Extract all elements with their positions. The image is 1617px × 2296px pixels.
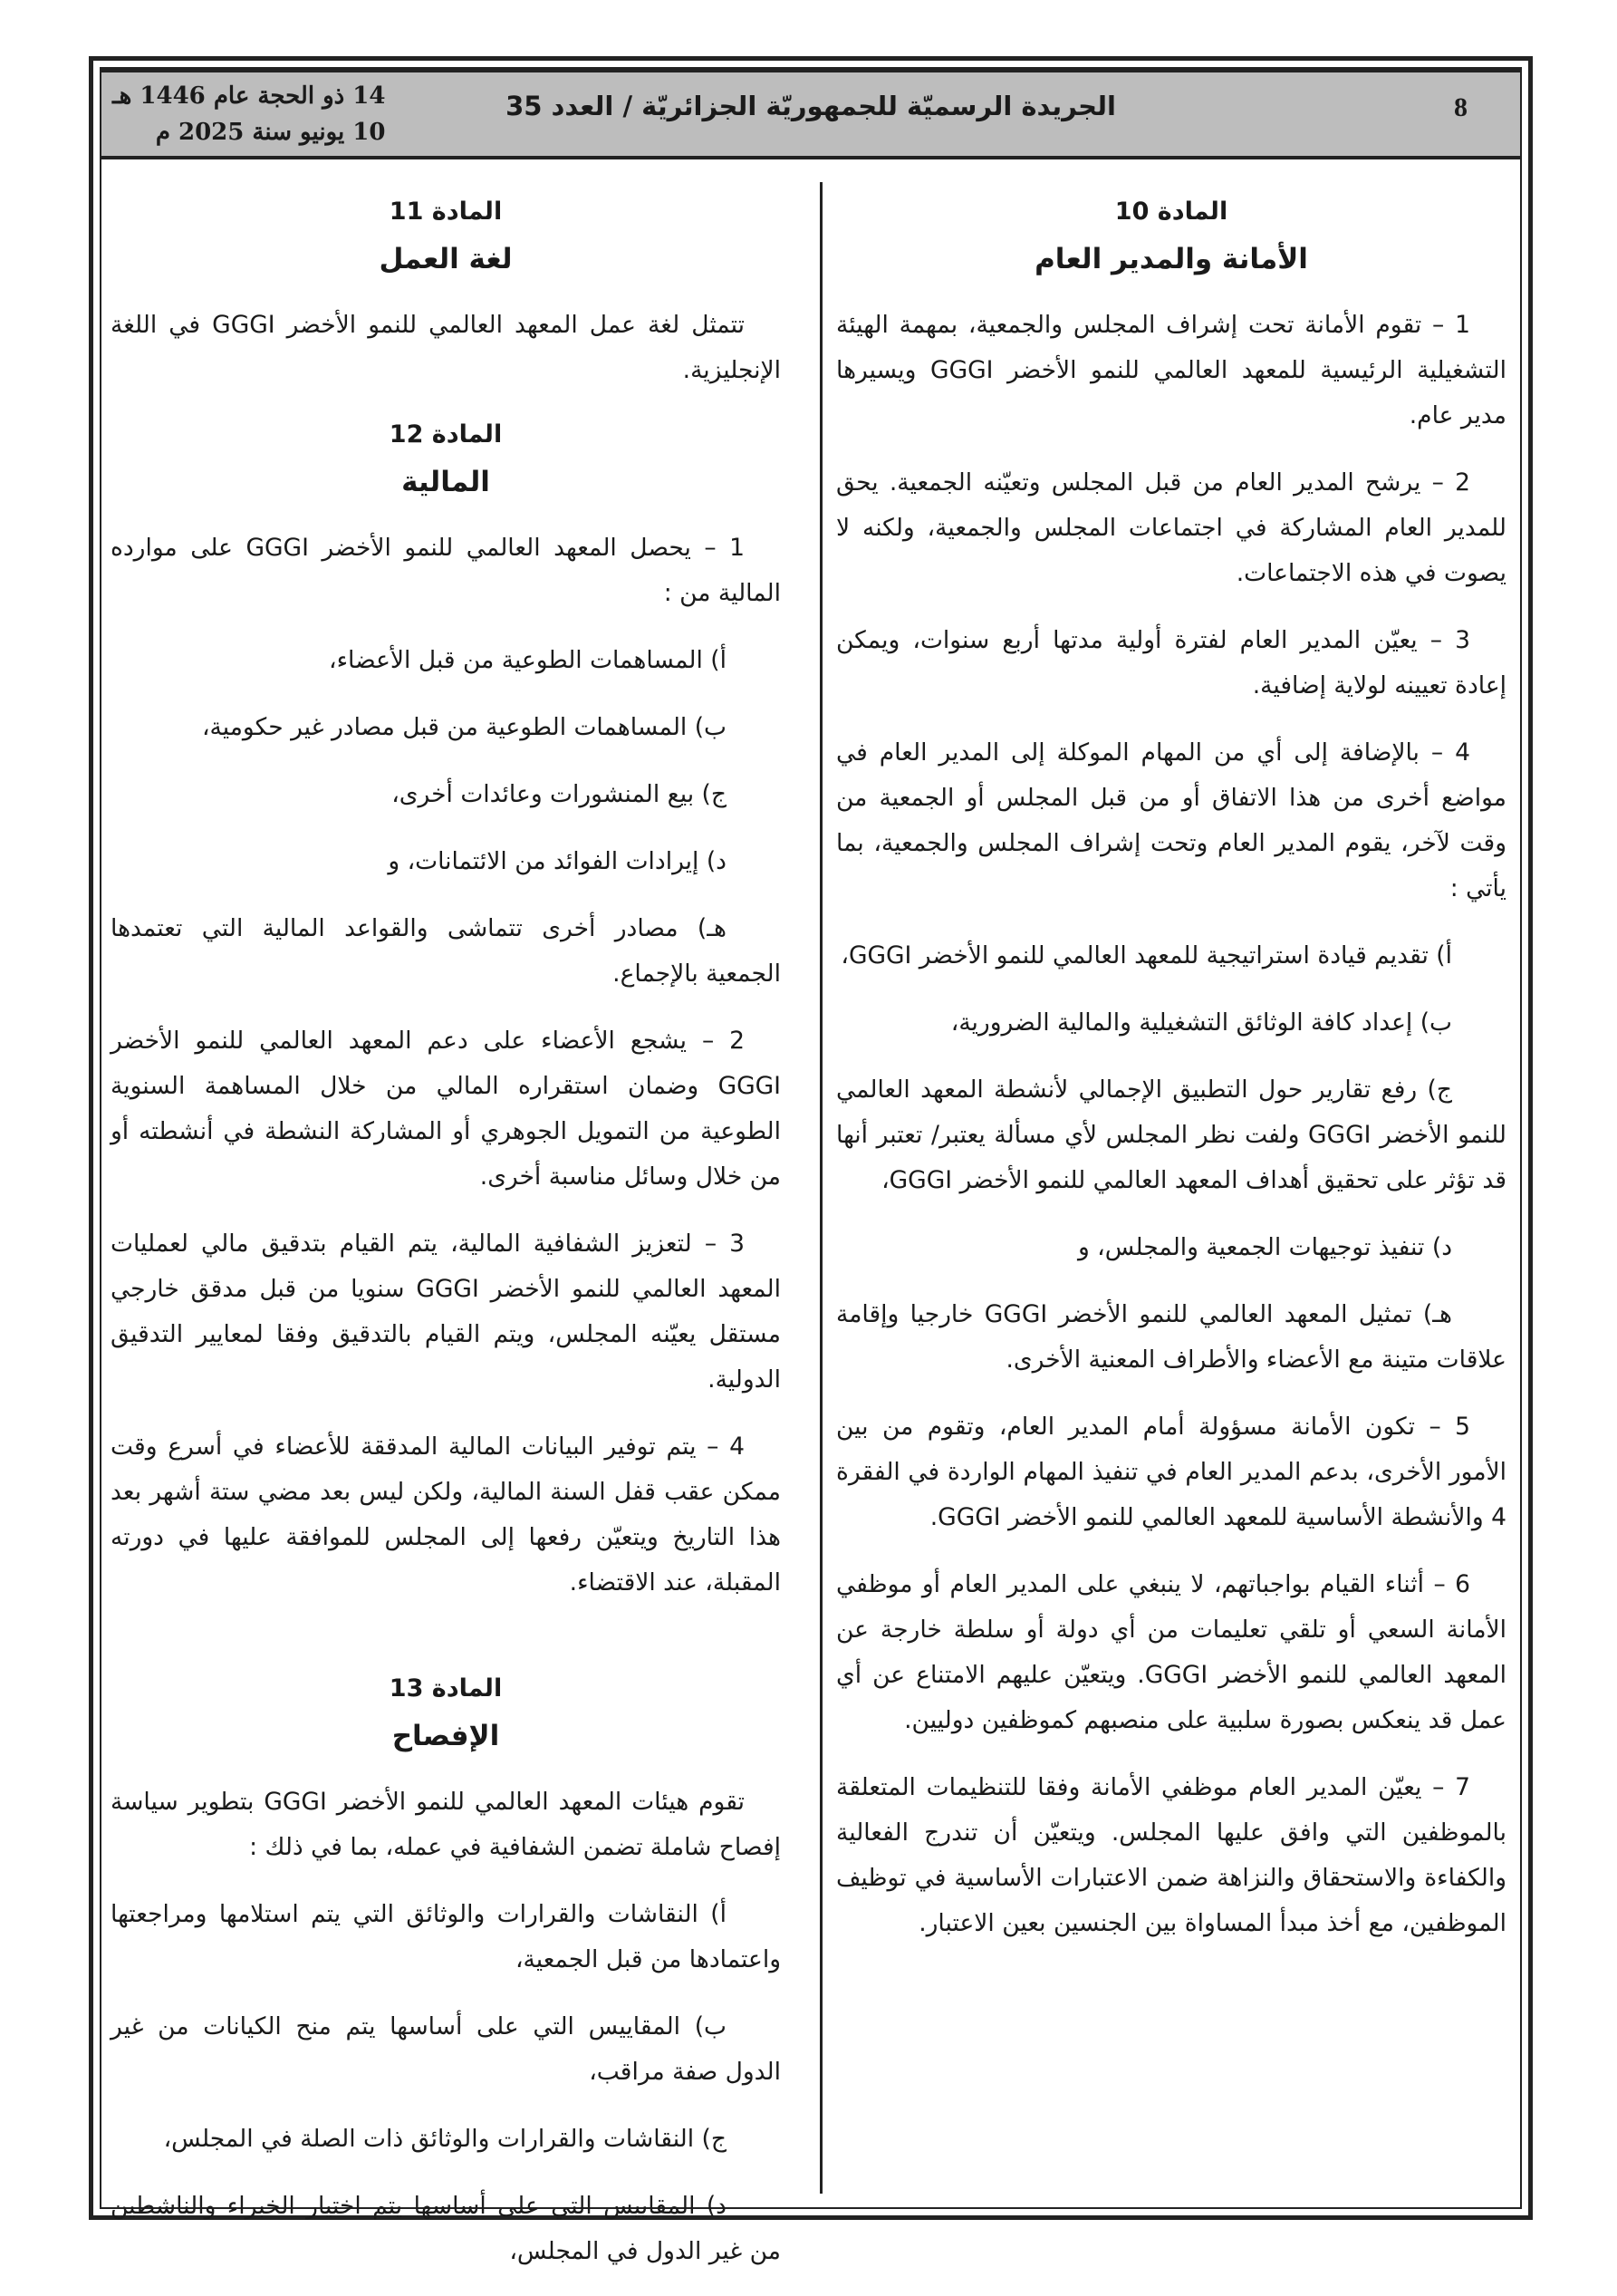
right-column	[836, 187, 1506, 1968]
paragraph: 1 – يحصل المعهد العالمي للنمو الأخضر GGGI على موارده المالية من :	[111, 534, 781, 607]
paragraph: 2 – يشجع الأعضاء على دعم المعهد العالمي للنمو الأخضر GGGI وضمان استقراره المالي من خلال المساهمة السنوية الطوعية من التمويل الجوهري أو المشاركة النشطة في أنشطته أو من خلال وسائل مناسبة أخرى.	[111, 1027, 781, 1191]
list-item: أ) النقاشات والقرارات والوثائق التي يتم استلامها ومراجعتها واعتمادها من قبل الجمعية،	[111, 1900, 781, 1973]
article-11-number: المادة 11	[389, 198, 503, 226]
paragraph: 2 – يرشح المدير العام من قبل المجلس وتعيّنه الجمعية. يحق للمدير العام المشاركة في اجتماعات المجلس والجمعية، ولكنه لا يصوت في هذه الاجتماعات.	[836, 468, 1506, 587]
paragraph: 3 – يعيّن المدير العام لفترة أولية مدتها أربع سنوات، ويمكن إعادة تعيينه لولاية إضافية.	[836, 626, 1506, 699]
list-item: ب) إعداد كافة الوثائق التشغيلية والمالية الضرورية،	[950, 1008, 1452, 1037]
article-10-number: المادة 10	[1114, 198, 1228, 226]
list-item: ج) رفع تقارير حول التطبيق الإجمالي لأنشطة المعهد العالمي للنمو الأخضر GGGI ولفت نظر المجلس لأي مسألة يعتبر/ تعتبر أنها قد تؤثر على تحقيق أهداف المعهد العالمي للنمو الأخضر GGGI،	[836, 1076, 1506, 1194]
article-13-number: المادة 13	[389, 1674, 503, 1703]
paragraph: 7 – يعيّن المدير العام موظفي الأمانة وفقا للتنظيمات المتعلقة بالموظفين التي وافق عليها المجلس. ويتعيّن أن تندرج الفعالية والكفاءة والاستحقاق والنزاهة ضمن الاعتبارات الأساسية في توظيف الموظفين، مع أخذ مبدأ المساواة بين الجنسين بعين الاعتبار.	[836, 1773, 1506, 1937]
list-item: ب) المساهمات الطوعية من قبل مصادر غير حكومية،	[201, 713, 727, 741]
page-number: 8	[1454, 92, 1468, 122]
list-item: ج) بيع المنشورات وعائدات أخرى،	[391, 780, 727, 808]
column-divider	[820, 182, 823, 2194]
list-item: ب) المقاييس التي على أساسها يتم منح الكيانات من غير الدول صفة مراقب،	[111, 2012, 781, 2086]
page-frame-inner	[100, 67, 1522, 2265]
article-12-title: المالية	[401, 466, 490, 498]
gazette-header	[101, 69, 1520, 159]
list-item: د) إيرادات الفوائد من الائتمانات، و	[388, 847, 727, 875]
article-13-title: الإفصاح	[391, 1720, 500, 1752]
paragraph: 1 – تقوم الأمانة تحت إشراف المجلس والجمعية، بمهمة الهيئة التشغيلية الرئيسية للمعهد العالمي للنمو الأخضر GGGI ويسيرها مدير عام.	[836, 311, 1506, 429]
article-12-number: المادة 12	[389, 420, 503, 449]
paragraph: 6 – أثناء القيام بواجباتهم، لا ينبغي على المدير العام أو موظفي الأمانة السعي أو تلقي تعليمات من أي دولة أو سلطة خارجة عن المعهد العالمي للنمو الأخضر GGGI. ويتعيّن عليهم الامتناع عن أي عمل قد ينعكس بصورة سلبية على منصبهم كموظفين دوليين.	[836, 1570, 1506, 1734]
page-frame	[89, 56, 1533, 2265]
spacer	[111, 1627, 781, 1664]
paragraph: 5 – تكون الأمانة مسؤولة أمام المدير العام، وتقوم من بين الأمور الأخرى، بدعم المدير العام في تنفيذ المهام الواردة في الفقرة 4 والأنشطة الأساسية للمعهد العالمي للنمو الأخضر GGGI.	[836, 1413, 1506, 1531]
paragraph: تقوم هيئات المعهد العالمي للنمو الأخضر GGGI بتطوير سياسة إفصاح شاملة تضمن الشفافية في عمله، بما في ذلك :	[111, 1788, 781, 1861]
article-11-title: لغة العمل	[379, 243, 513, 275]
list-item: د) المقاييس التي على أساسها يتم اختيار الخبراء والناشطين من غير الدول في المجلس،	[111, 2192, 781, 2265]
list-item: د) تنفيذ توجيهات الجمعية والمجلس، و	[1077, 1233, 1452, 1261]
left-column	[111, 187, 781, 2296]
gazette-title: الجريدة الرسميّة للجمهوريّة الجزائريّة / العدد 35	[505, 91, 1116, 121]
paragraph: 3 – لتعزيز الشفافية المالية، يتم القيام بتدقيق مالي لعمليات المعهد العالمي للنمو الأخضر GGGI سنويا من قبل مدقق خارجي مستقل يعيّنه المجلس، ويتم القيام بالتدقيق وفقا لمعايير التدقيق الدولية.	[111, 1230, 781, 1394]
list-item: هـ) تمثيل المعهد العالمي للنمو الأخضر GGGI خارجيا وإقامة علاقات متينة مع الأعضاء والأطراف المعنية الأخرى.	[836, 1300, 1506, 1374]
list-item: ج) النقاشات والقرارات والوثائق ذات الصلة في المجلس،	[163, 2125, 727, 2153]
issue-date	[112, 78, 385, 150]
paragraph: 4 – يتم توفير البيانات المالية المدققة للأعضاء في أسرع وقت ممكن عقب قفل السنة المالية، ولكن ليس بعد مضي ستة أشهر بعد هذا التاريخ ويتعيّن رفعها إلى المجلس للموافقة عليها في دورته المقبلة، عند الاقتضاء.	[111, 1433, 781, 1597]
list-item: أ) المساهمات الطوعية من قبل الأعضاء،	[329, 646, 727, 674]
article-10-title: الأمانة والمدير العام	[1035, 243, 1308, 275]
date-hijri: 14 ذو الحجة عام 1446 هـ	[112, 82, 386, 110]
list-item: هـ) مصادر أخرى تتماشى والقواعد المالية التي تعتمدها الجمعية بالإجماع.	[111, 914, 781, 988]
date-gregorian: 10 يونيو سنة 2025 م	[155, 119, 386, 146]
paragraph: 4 – بالإضافة إلى أي من المهام الموكلة إلى المدير العام في مواضع أخرى من هذا الاتفاق أو من قبل المجلس أو الجمعية من وقت لآخر، يقوم المدير العام وتحت إشراف المجلس والجمعية، بما يأتي :	[836, 738, 1506, 902]
paragraph: تتمثل لغة عمل المعهد العالمي للنمو الأخضر GGGI في اللغة الإنجليزية.	[111, 311, 781, 384]
list-item: أ) تقديم قيادة استراتيجية للمعهد العالمي للنمو الأخضر GGGI،	[841, 941, 1452, 970]
